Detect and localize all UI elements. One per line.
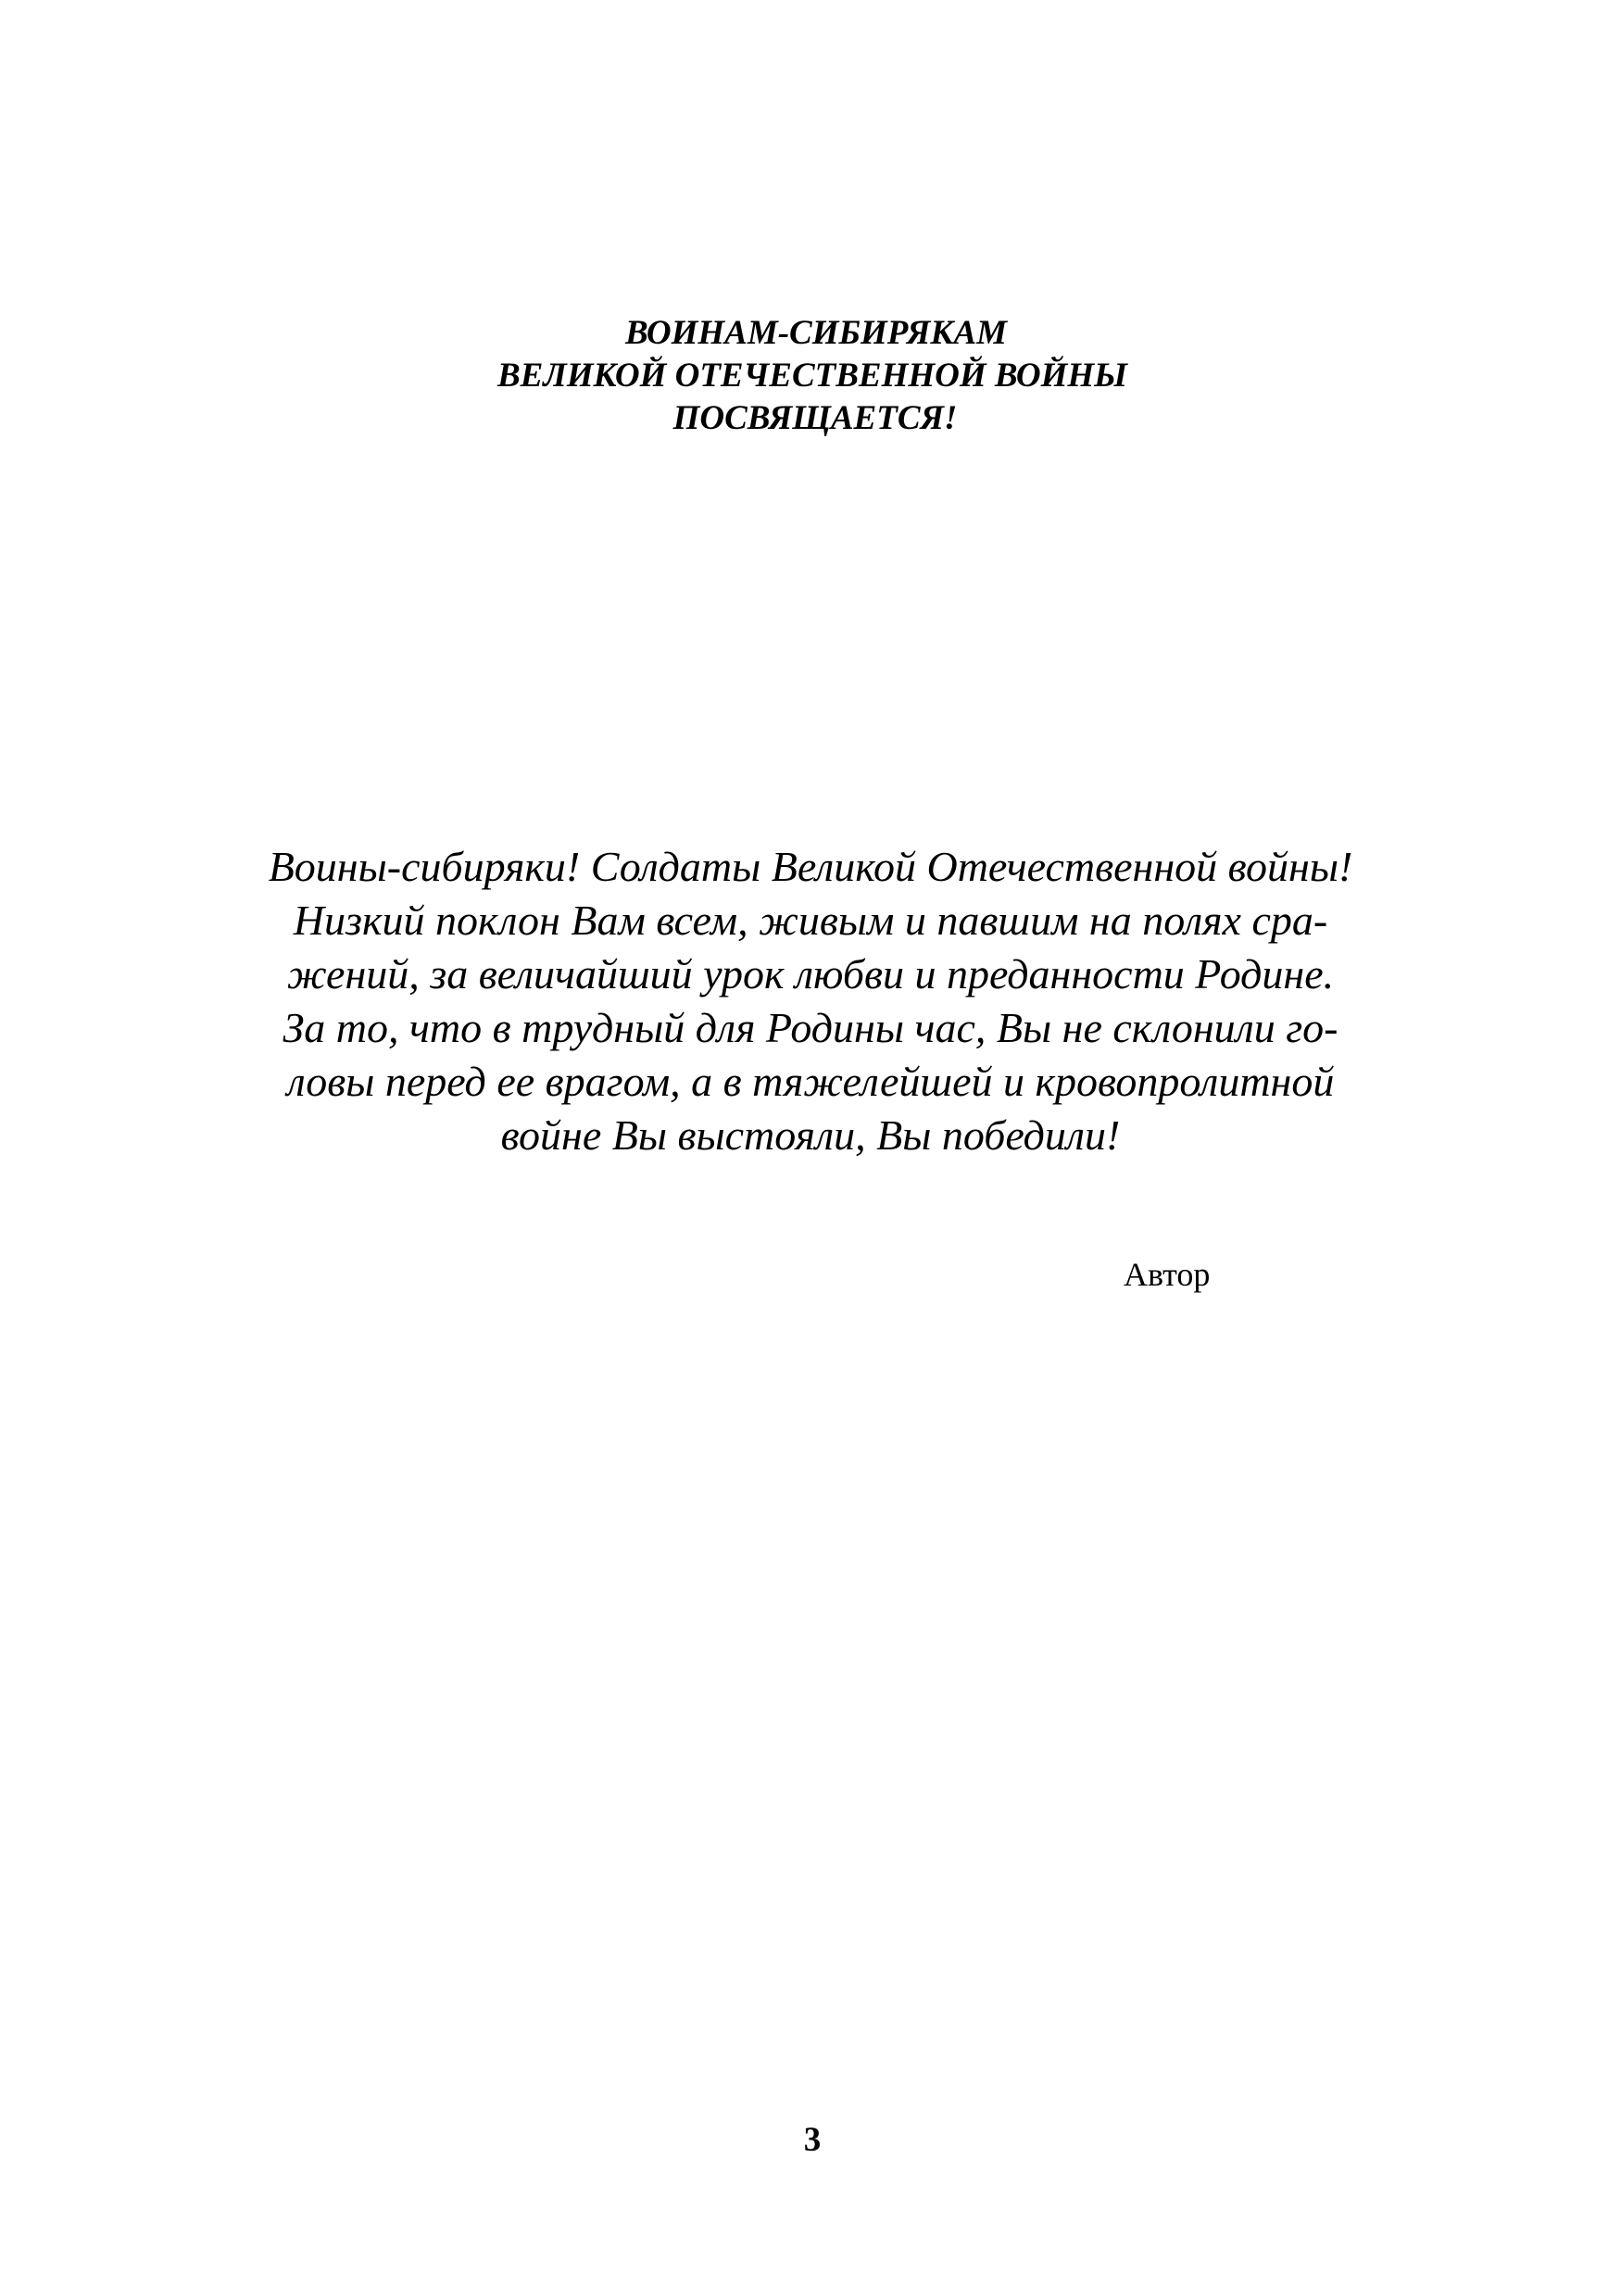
- page-number: 3: [803, 2121, 822, 2159]
- address-paragraph: [0, 840, 1621, 1162]
- dedication-line: ВОИНАМ-СИБИРЯКАМ: [624, 314, 1008, 352]
- address-line: За то, что в трудный для Родины час, Вы не склонили го-: [283, 1004, 1338, 1051]
- dedication-heading: [0, 312, 1621, 440]
- author-signature: Автор: [1124, 1256, 1211, 1293]
- address-line: Воины-сибиряки! Солдаты Великой Отечественной войны!: [268, 843, 1353, 890]
- dedication-line: ВЕЛИКОЙ ОТЕЧЕСТВЕННОЙ ВОЙНЫ: [496, 357, 1128, 395]
- address-line: ловы перед ее врагом, а в тяжелейшей и кровопролитной: [286, 1058, 1335, 1105]
- address-line: Низкий поклон Вам всем, живым и павшим на полях сра-: [293, 897, 1328, 944]
- address-line: войне Вы выстояли, Вы победили!: [500, 1111, 1121, 1159]
- address-line: жений, за величайший урок любви и преданности Родине.: [286, 950, 1335, 997]
- dedication-line: ПОСВЯЩАЕТСЯ!: [672, 399, 958, 437]
